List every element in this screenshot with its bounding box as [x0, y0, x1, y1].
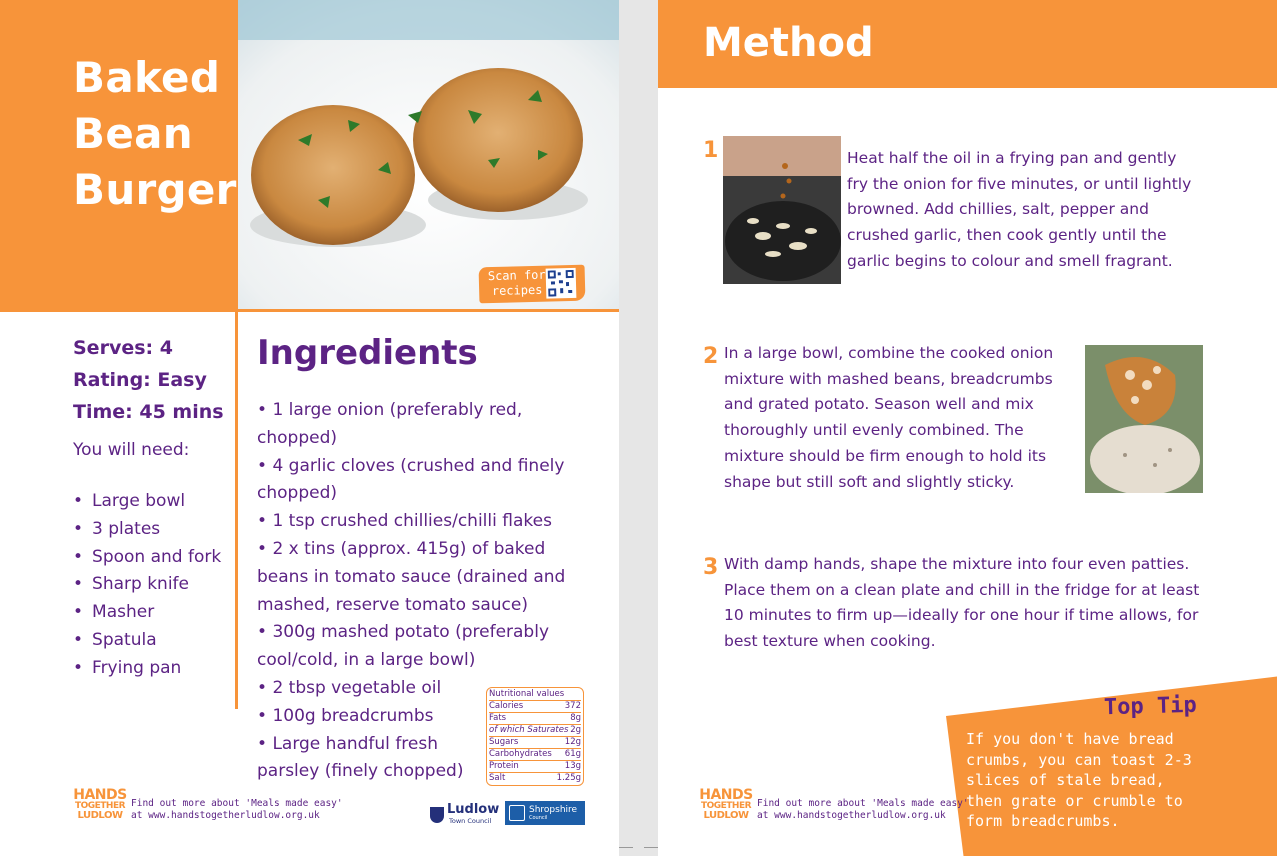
nutrient-label: Calories: [489, 701, 524, 711]
nutrient-label: Protein: [489, 761, 519, 771]
rating: Rating: Easy: [73, 369, 207, 391]
ingredient-item: • 100g breadcrumbs: [257, 703, 472, 731]
list-item: • 3 plates: [73, 516, 221, 544]
qr-code-icon[interactable]: [546, 268, 577, 299]
list-item: • Masher: [73, 599, 221, 627]
table-row: [489, 701, 581, 713]
list-item: • Sharp knife: [73, 571, 221, 599]
shropshire-logo-name: Shropshire: [529, 805, 578, 815]
nutrient-value: 13g: [564, 761, 581, 771]
list-item: • Spatula: [73, 627, 221, 655]
footer-url[interactable]: at www.handstogetherludlow.org.uk: [757, 810, 946, 821]
shropshire-icon: [509, 805, 525, 821]
recipe-title: [73, 50, 237, 218]
nutrient-label: Salt: [489, 773, 506, 783]
logo-line: TOGETHER: [74, 801, 126, 811]
divider-vertical: [235, 311, 238, 709]
footer-text: [757, 798, 969, 822]
nutrient-label: Carbohydrates: [489, 749, 552, 759]
nutrient-value: 1.25g: [556, 773, 581, 783]
table-row: [489, 725, 581, 737]
method-header: [658, 0, 1277, 88]
ingredient-item: • 4 garlic cloves (crushed and finely chopped): [257, 453, 577, 509]
nutrient-value: 2g: [570, 725, 581, 735]
ingredient-item: • 1 large onion (preferably red, chopped): [257, 397, 537, 453]
top-tip-title: Top Tip: [1103, 692, 1198, 721]
table-row: [489, 713, 581, 725]
footer-text: [131, 798, 343, 822]
ingredients-heading: Ingredients: [257, 333, 478, 373]
logo-line: TOGETHER: [700, 801, 752, 811]
step-number: 3: [703, 555, 719, 580]
nutrient-label: of which Saturates: [489, 725, 569, 735]
step-text: In a large bowl, combine the cooked onion mixture with mashed beans, breadcrumbs and grated potato. Season well and mix thoroughly until evenly combined. The mixture should be firm enough to hold its shape but still soft and slightly sticky.: [724, 344, 1054, 491]
equipment-list: [73, 488, 221, 683]
nutrient-value: 12g: [564, 737, 581, 747]
footer-line: Find out more about 'Meals made easy': [757, 798, 969, 809]
list-item: • Spoon and fork: [73, 544, 221, 572]
table-row: [489, 773, 581, 784]
recipe-page-right: [658, 0, 1277, 856]
footer-url[interactable]: at www.handstogetherludlow.org.uk: [131, 810, 320, 821]
table-row: [489, 737, 581, 749]
divider-horizontal: [0, 309, 619, 312]
scan-for-recipes-badge[interactable]: [479, 265, 586, 304]
gutter-mark: [619, 847, 633, 848]
table-row: [489, 761, 581, 773]
step-2-photo: [1085, 345, 1203, 493]
ludlow-logo-name: Ludlow: [447, 802, 500, 817]
title-block: [0, 0, 238, 311]
ingredient-item: • Large handful fresh parsley (finely chopped): [257, 731, 472, 787]
logo-line: LUDLOW: [703, 810, 749, 821]
logo-line: HANDS: [73, 787, 127, 803]
footer-left: [73, 787, 343, 821]
recipe-meta: [73, 332, 224, 428]
list-item: • Frying pan: [73, 655, 221, 683]
nutrient-value: 8g: [570, 713, 581, 723]
time: Time: 45 mins: [73, 401, 224, 423]
step-1-photo: [723, 136, 841, 284]
ingredient-item: • 2 x tins (approx. 415g) of baked beans in tomato sauce (drained and mashed, reserve tomato sauce): [257, 536, 572, 619]
nutrition-table: [486, 687, 584, 786]
you-will-need-heading: You will need:: [73, 440, 190, 460]
logo-line: LUDLOW: [77, 810, 123, 821]
nutrient-value: 372: [564, 701, 581, 711]
hands-together-ludlow-logo[interactable]: [73, 789, 127, 821]
title-line: Burger: [73, 165, 237, 214]
method-title: Method: [703, 20, 874, 66]
page-gutter: [619, 0, 658, 856]
ludlow-logo-sub: Town Council: [449, 817, 492, 825]
step-text: Heat half the oil in a frying pan and gently fry the onion for five minutes, or until lightly browned. Add chillies, salt, pepper and crushed garlic, then cook gently until the garlic begins to colour and smell fragrant.: [847, 149, 1192, 270]
recipe-page-left: [0, 0, 619, 856]
logo-line: HANDS: [699, 787, 753, 803]
nutrient-value: 61g: [564, 749, 581, 759]
ingredient-item: • 1 tsp crushed chillies/chilli flakes: [257, 508, 587, 536]
top-tip-text: If you don't have bread crumbs, you can toast 2-3 slices of stale bread, then grate or crumble to form breadcrumbs.: [966, 730, 1192, 830]
council-crest-icon: [430, 807, 444, 823]
ingredient-item: • 2 tbsp vegetable oil: [257, 675, 472, 703]
shropshire-logo-sub: Council: [529, 815, 548, 821]
top-tip: [946, 676, 1277, 856]
nutrition-title: Nutritional values: [489, 689, 581, 701]
footer-line: Find out more about 'Meals made easy': [131, 798, 343, 809]
list-item: • Large bowl: [73, 488, 221, 516]
serves: Serves: 4: [73, 337, 173, 359]
nutrient-label: Sugars: [489, 737, 519, 747]
hands-together-ludlow-logo[interactable]: [699, 789, 753, 821]
scan-for-recipes-label: Scan for recipes: [487, 267, 546, 299]
title-line: Bean: [73, 109, 193, 158]
table-row: [489, 749, 581, 761]
nutrient-label: Fats: [489, 713, 507, 723]
shropshire-council-logo: [505, 801, 585, 825]
step-number: 1: [703, 138, 719, 163]
step-number: 2: [703, 344, 719, 369]
gutter-mark: [644, 847, 658, 848]
title-line: Baked: [73, 53, 221, 102]
footer-right: [699, 787, 969, 821]
ingredient-item: • 300g mashed potato (preferably cool/cold, in a large bowl): [257, 619, 557, 675]
ludlow-town-council-logo: [430, 801, 500, 825]
step-text: With damp hands, shape the mixture into four even patties. Place them on a clean plate and chill in the fridge for at least 10 minutes to firm up—ideally for one hour if time allows, for best texture when cooking.: [724, 555, 1200, 651]
